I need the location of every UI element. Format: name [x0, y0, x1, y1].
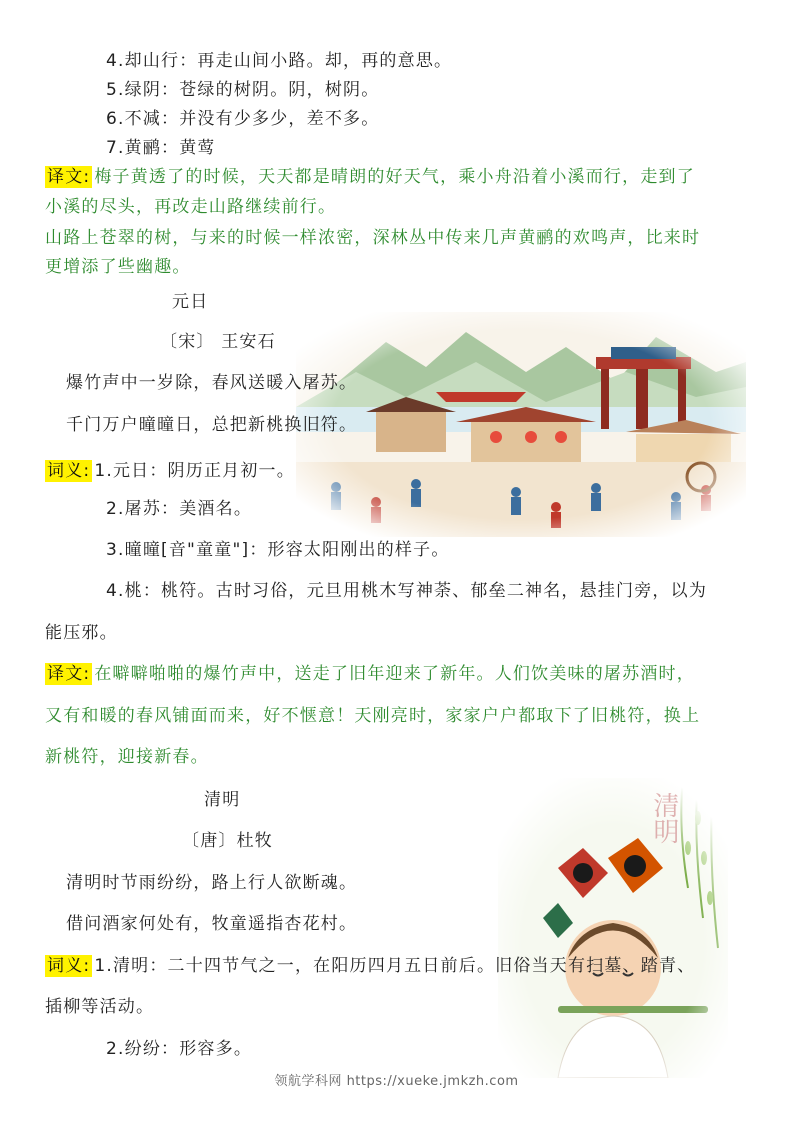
gloss-tag: 词义:: [47, 461, 91, 481]
translation-tag: 译文:: [47, 664, 91, 684]
note-line: 5.绿阴：苍绿的树阴。阴，树阴。: [106, 80, 380, 100]
gloss-line: 3.曈曈[音"童童"]：形容太阳刚出的样子。: [106, 540, 450, 560]
poem-line: 爆竹声中一岁除，春风送暖入屠苏。: [66, 373, 358, 393]
gloss-line: [45, 460, 295, 482]
gloss-tag: 词义:: [47, 956, 91, 976]
illustration-title: 清明: [649, 792, 679, 844]
gloss-line: 能压邪。: [45, 623, 118, 643]
gloss-line: 2.纷纷：形容多。: [106, 1039, 253, 1059]
gloss-line: 插柳等活动。: [45, 997, 155, 1017]
footer-watermark: 领航学科网 https://xueke.jmkzh.com: [274, 1074, 519, 1089]
qingming-illustration: [498, 778, 728, 1078]
gloss-line: 2.屠苏：美酒名。: [106, 499, 253, 519]
note-line: 6.不减：并没有少多少，差不多。: [106, 109, 380, 129]
gloss-text: 1.元日：阴历正月初一。: [94, 461, 295, 481]
new-year-market-illustration: [296, 312, 746, 537]
poem-line: 清明时节雨纷纷，路上行人欲断魂。: [66, 873, 358, 893]
poem-title: 清明: [204, 790, 241, 810]
gloss-line: 4.桃：桃符。古时习俗，元旦用桃木写神荼、郁垒二神名，悬挂门旁，以为: [106, 581, 708, 601]
translation-line: 山路上苍翠的树，与来的时候一样浓密，深林丛中传来几声黄鹂的欢鸣声，比来时: [45, 228, 701, 248]
poem-title: 元日: [172, 292, 209, 312]
poem-author: 〔唐〕杜牧: [182, 831, 273, 851]
translation-line: [45, 166, 695, 188]
translation-line: 小溪的尽头，再改走山路继续前行。: [45, 197, 337, 217]
translation-text: 梅子黄透了的时候，天天都是晴朗的好天气，乘小舟沿着小溪而行，走到了: [94, 167, 695, 187]
note-line: 4.却山行：再走山间小路。却，再的意思。: [106, 51, 453, 71]
translation-text: 在噼噼啪啪的爆竹声中，送走了旧年迎来了新年。人们饮美味的屠苏酒时，: [94, 664, 695, 684]
gloss-line: [45, 955, 695, 977]
gloss-text: 1.清明：二十四节气之一，在阳历四月五日前后。旧俗当天有扫墓、踏青、: [94, 956, 696, 976]
poem-line: 千门万户曈曈日，总把新桃换旧符。: [66, 415, 358, 435]
poem-line: 借问酒家何处有，牧童遥指杏花村。: [66, 914, 358, 934]
poem-author: 〔宋〕 王安石: [160, 332, 276, 352]
translation-line: 新桃符，迎接新春。: [45, 747, 209, 767]
translation-line: [45, 663, 695, 685]
note-line: 7.黄鹂：黄莺: [106, 138, 216, 158]
translation-line: 又有和暖的春风铺面而来，好不惬意！天刚亮时，家家户户都取下了旧桃符，换上: [45, 706, 701, 726]
translation-tag: 译文:: [47, 167, 91, 187]
translation-line: 更增添了些幽趣。: [45, 257, 191, 277]
